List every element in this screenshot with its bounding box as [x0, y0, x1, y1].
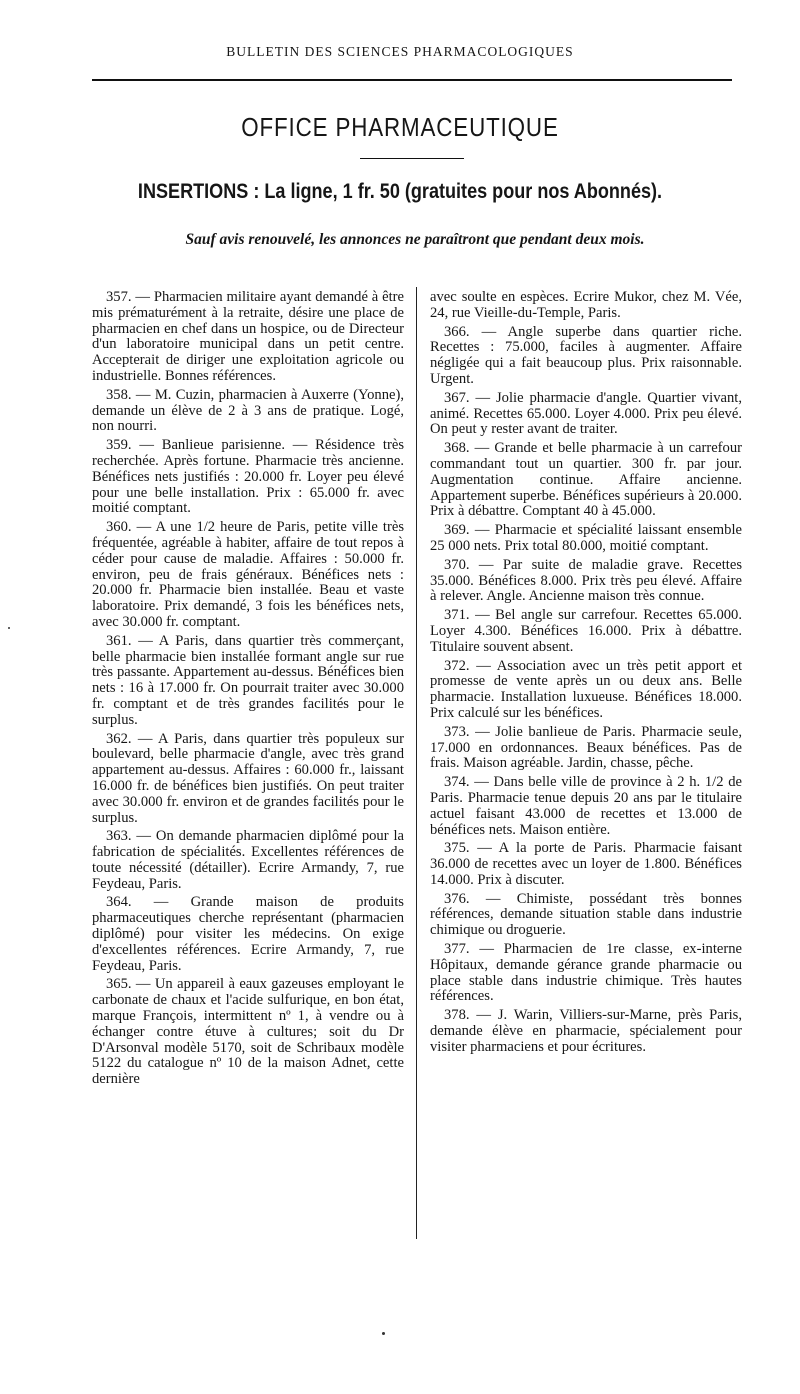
listing-number: 361.: [106, 632, 132, 649]
listing-377: [430, 942, 742, 1005]
listing-number: 377.: [444, 941, 470, 958]
listing-text: — Jolie banlieue de Paris. Pharmacie seule, 17.000 en ordonnances. Beaux bénéfices. Pas de frais. Maison agréable. Jardin, chasse, pêche.: [430, 723, 742, 772]
listing-374: [430, 775, 742, 838]
listing-358: [92, 388, 404, 435]
listing-text: — Bel angle sur carrefour. Recettes 65.000. Loyer 4.300. Bénéfices 16.000. Prix à débattre. Titulaire souvent absent.: [430, 607, 742, 655]
left-column: [92, 290, 404, 1091]
page-title: OFFICE PHARMACEUTIQUE: [241, 112, 559, 142]
listing-text: — Grande maison de produits pharmaceutiques cherche représentant (pharmacien diplômé) pour visiter les médecins. On exige d'excellentes références. Ecrire Armandy, 7, rue Feydeau, Paris.: [92, 894, 404, 974]
listing-number: 363.: [106, 828, 132, 845]
listing-text: — Grande et belle pharmacie à un carrefour commandant tout un quartier. 300 fr. par jour. Augmentation continue. Affaire ancienne. Appartement superbe. Bénéfices supérieurs à 20.000. Prix à débattre. Comptant 40 à 45.000.: [430, 440, 742, 520]
listing-number: 370.: [444, 556, 470, 573]
listing-370: [430, 558, 742, 605]
header-rule: [92, 79, 732, 81]
listing-364: [92, 895, 404, 974]
listing-372: [430, 659, 742, 722]
listing-number: 376.: [444, 890, 470, 907]
listing-361: [92, 634, 404, 729]
print-speck: [8, 627, 10, 629]
listing-number: 374.: [444, 774, 470, 791]
listing-number: 357.: [106, 289, 132, 305]
listing-text: — M. Cuzin, pharmacien à Auxerre (Yonne), demande un élève de 2 à 3 ans de pratique. Logé, non nourri.: [92, 386, 404, 435]
listing-365: [92, 977, 404, 1088]
listing-text: — Un appareil à eaux gazeuses employant le carbonate de chaux et l'acide sulfurique, en bon état, marque François, intermittent nº 1, à vendre ou à échanger contre étuve à cultures; soit du Dr D'Arsonval modèle 5170, soit de Schribaux modèle 5122 du catalogue nº 10 de la maison Adnet, cette dernière: [92, 976, 404, 1088]
listing-text: — Banlieue parisienne. — Résidence très recherchée. Après fortune. Pharmacie très ancienne. Bénéfices nets justifiés : 20.000 fr. Loyer peu élevé pour une belle installation. Prix : 65.000 fr. avec moitié comptant.: [92, 437, 404, 517]
listing-text: — A une 1/2 heure de Paris, petite ville très fréquentée, agréable à habiter, affaire de tout repos à céder pour cause de maladie. Affaires : 50.000 fr. environ, peu de frais généraux. Bénéfices nets : 20.000 fr. Pharmacie bien installée. Beau et vaste laboratoire. Prix demandé, 3 fois les bénéfices nets, avec 30.000 fr. comptant.: [92, 519, 404, 630]
listing-359: [92, 438, 404, 517]
listing-378: [430, 1008, 742, 1055]
listing-number: 368.: [444, 440, 470, 457]
listing-number: 373.: [444, 723, 470, 740]
listing-number: 358.: [106, 386, 132, 403]
listing-number: 366.: [444, 323, 470, 340]
notice-text: Sauf avis renouvelé, les annonces ne paraîtront que pendant deux mois.: [185, 231, 645, 248]
listing-360: [92, 520, 404, 631]
listing-371: [430, 608, 742, 655]
listing-number: 367.: [444, 389, 470, 406]
listing-number: 359.: [106, 437, 132, 454]
listing-number: 369.: [444, 522, 470, 539]
listing-text: — A la porte de Paris. Pharmacie faisant 36.000 de recettes avec un loyer de 1.800. Bénéfices 14.000. Prix à discuter.: [430, 840, 742, 888]
listing-text: — Par suite de maladie grave. Recettes 35.000. Bénéfices 8.000. Prix très peu élevé. Affaire à relever. Angle. Ancienne maison très connue.: [430, 556, 742, 605]
right-column: [430, 290, 742, 1059]
listing-text: — Pharmacie et spécialité laissant ensemble 25 000 nets. Prix total 80.000, moitié comptant.: [430, 522, 742, 554]
listing-text: — Dans belle ville de province à 2 h. 1/2 de Paris. Pharmacie tenue depuis 20 ans par le titulaire actuel faisant 43.000 de recettes et 13.000 de bénéfices nets. Maison entière.: [430, 774, 742, 838]
listing-number: 364.: [106, 894, 132, 911]
listing-number: 372.: [444, 657, 470, 674]
listing-text: — Pharmacien militaire ayant demandé à être mis prématurément à la retraite, désire une place de pharmacien en chef dans un hospice, ou de Directeur d'un laboratoire municipal dans un petit centre. Accepterait de diriger une exploitation agricole ou industrielle. Bonnes références.: [92, 289, 404, 384]
listing-373: [430, 725, 742, 772]
listing-368: [430, 441, 742, 520]
listing-text: — Angle superbe dans quartier riche. Recettes : 75.000, faciles à augmenter. Affaire négligée qui a fait beaucoup plus. Prix raisonnable. Urgent.: [430, 323, 742, 387]
listing-362: [92, 732, 404, 827]
listing-number: 362.: [106, 730, 132, 747]
listing-number: 371.: [444, 607, 470, 624]
listing-text: — J. Warin, Villiers-sur-Marne, près Paris, demande élève en pharmacie, spécialement pour visiter pharmaciens et pour écritures.: [430, 1007, 742, 1055]
column-divider: [416, 287, 417, 1239]
title-rule: [360, 158, 464, 159]
listing-376: [430, 892, 742, 939]
listing-number: 378.: [444, 1007, 470, 1024]
running-header: BULLETIN DES SCIENCES PHARMACOLOGIQUES: [226, 44, 574, 59]
listing-365-continuation: avec soulte en espèces. Ecrire Mukor, chez M. Vée, 24, rue Vieille-du-Temple, Paris.: [430, 289, 742, 321]
listing-text: — A Paris, dans quartier très commerçant, belle pharmacie bien installée formant angle sur rue très passante. Appartement au-dessus. Bénéfices bien nets : 16 à 17.000 fr. On pourrait traiter avec 30.000 fr. comptant et de très grandes facilités pour le surplus.: [92, 632, 404, 728]
listing-367: [430, 391, 742, 438]
listing-number: 360.: [106, 519, 132, 536]
listing-text: — Chimiste, possédant très bonnes références, demande situation stable dans industrie chimique ou droguerie.: [430, 890, 742, 939]
listing-text: — Association avec un très petit apport et promesse de vente après un ou deux ans. Belle pharmacie. Installation luxueuse. Bénéfices 18.000. Prix calculé sur les bénéfices.: [430, 657, 742, 721]
listing-number: 375.: [444, 840, 470, 857]
listing-375: [430, 841, 742, 888]
listing-363: [92, 829, 404, 892]
listing-text: — Pharmacien de 1re classe, ex-interne Hôpitaux, demande gérance grande pharmacie ou place stable dans industrie chimique. Très hautes références.: [430, 941, 742, 1005]
listing-number: 365.: [106, 976, 132, 993]
insertions-rate: INSERTIONS : La ligne, 1 fr. 50 (gratuites pour nos Abonnés).: [137, 180, 663, 203]
listing-369: [430, 523, 742, 555]
listing-text: — A Paris, dans quartier très populeux sur boulevard, belle pharmacie d'angle, avec très grand appartement au-dessus. Affaires : 60.000 fr., laissant 16.000 fr. de bénéfices bien justifiés. On peut traiter avec 30.000 fr. environ et de grandes facilités pour le surplus.: [92, 730, 404, 826]
listing-357: [92, 290, 404, 385]
listing-text: — Jolie pharmacie d'angle. Quartier vivant, animé. Recettes 65.000. Loyer 4.000. Prix peu élevé. On peut y rester avant de traiter.: [430, 389, 742, 438]
print-speck: [382, 1332, 385, 1335]
listing-366: [430, 325, 742, 388]
listing-text: — On demande pharmacien diplômé pour la fabrication de spécialités. Excellentes références de toute nécessité (détailler). Ecrire Armandy, 7, rue Feydeau, Paris.: [92, 828, 404, 892]
